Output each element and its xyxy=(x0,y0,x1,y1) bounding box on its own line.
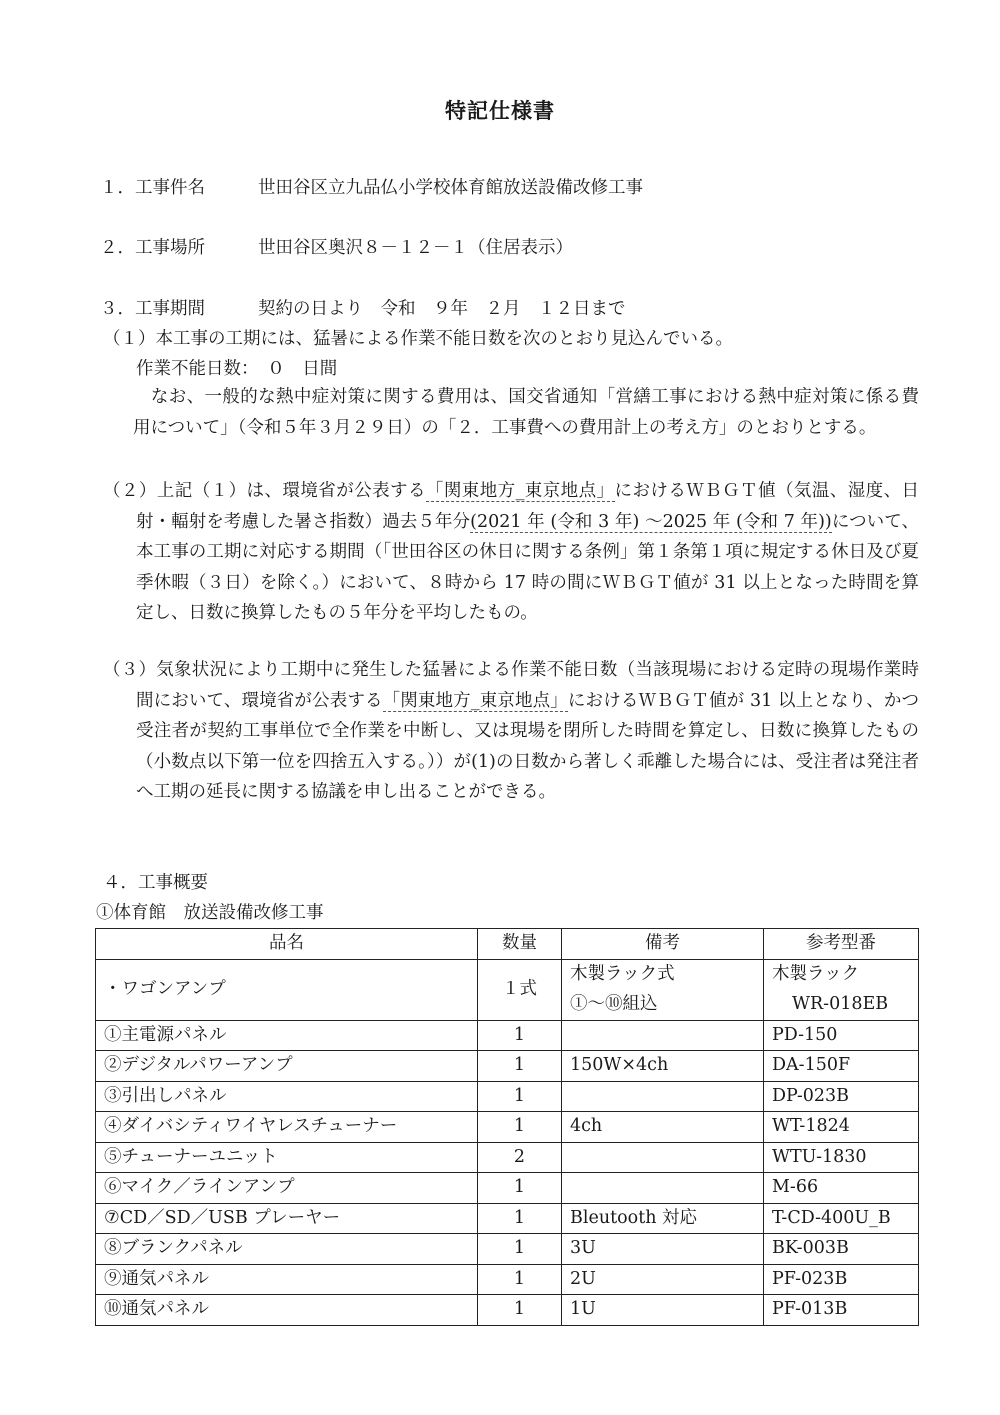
item-value: 世田谷区立九品仏小学校体育館放送設備改修工事 xyxy=(258,178,643,198)
cell-model: PD-150 xyxy=(764,1020,919,1051)
item-project-location xyxy=(100,236,573,260)
cell-qty: １式 xyxy=(478,959,562,1020)
cell-name: ⑨通気パネル xyxy=(96,1264,478,1295)
table-row xyxy=(96,1295,919,1326)
clause-prefix: （２） xyxy=(103,481,157,501)
table-row xyxy=(96,1051,919,1082)
wbgt-source-link: 「関東地方_東京地点」 xyxy=(382,690,568,711)
clause-2 xyxy=(103,476,919,629)
table-row xyxy=(96,1112,919,1143)
cell-model: DP-023B xyxy=(764,1081,919,1112)
cell-remark: 1U xyxy=(562,1295,764,1326)
cell-remark: 3U xyxy=(562,1234,764,1265)
period-range: (2021 年 (令和 3 年) ～2025 年 (令和 7 年)) xyxy=(470,511,832,532)
cell-model: PF-023B xyxy=(764,1264,919,1295)
cell-qty: 1 xyxy=(478,1081,562,1112)
cell-name: ⑥マイク／ラインアンプ xyxy=(96,1173,478,1204)
cell-remark: 150W×4ch xyxy=(562,1051,764,1082)
column-header-name: 品名 xyxy=(96,929,478,960)
cell-qty: 1 xyxy=(478,1051,562,1082)
section-4-heading: ４．工事概要 xyxy=(103,873,208,893)
clause-1-note: なお、一般的な熱中症対策に関する費用は、国交省通知「営繕工事における熱中症対策に係る費用について」（令和５年３月２９日）の「２．工事費への費用計上の考え方」のとおりとする。 xyxy=(133,387,919,438)
equipment-table xyxy=(95,928,919,1326)
column-header-remark: 備考 xyxy=(562,929,764,960)
cell-name: ②デジタルパワーアンプ xyxy=(96,1051,478,1082)
cell-qty: 1 xyxy=(478,1295,562,1326)
clause-3 xyxy=(103,655,919,808)
clause-text: 気象状況により工期中に発生した猛暑による作業不能日数（当該現場における定時の現場作業時間において、環境省が公表する xyxy=(136,660,919,711)
remark-line: ①～⑩組込 xyxy=(570,993,658,1014)
cell-model: BK-003B xyxy=(764,1234,919,1265)
column-header-qty: 数量 xyxy=(478,929,562,960)
cell-qty: 1 xyxy=(478,1264,562,1295)
table-row xyxy=(96,1173,919,1204)
cell-name: ③引出しパネル xyxy=(96,1081,478,1112)
cell-remark xyxy=(562,959,764,1020)
model-line: WR-018EB xyxy=(792,993,889,1014)
cell-name: ⑧ブランクパネル xyxy=(96,1234,478,1265)
clause-text: におけるＷＢＧＴ値が 31 以上となり、かつ受注者が契約工事単位で全作業を中断し、又は現場を閉所した時間を算定し、日数に換算したもの（小数点以下第一位を四捨五入する。））が(1)の日数から著しく乖離した場合には、受注者は発注者へ工期の延長に関する協議を申し出ることができる。 xyxy=(136,690,919,803)
cell-name: ⑦CD／SD／USB プレーヤー xyxy=(96,1203,478,1234)
table-row xyxy=(96,959,919,1020)
clause-1-heading: （１）本工事の工期には、猛暑による作業不能日数を次のとおり見込んでいる。 xyxy=(103,329,733,349)
cell-model: M-66 xyxy=(764,1173,919,1204)
cell-model: PF-013B xyxy=(764,1295,919,1326)
cell-remark xyxy=(562,1173,764,1204)
clause-prefix: （３） xyxy=(103,660,157,680)
cell-remark: 4ch xyxy=(562,1112,764,1143)
item-label: １．工事件名 xyxy=(100,178,205,198)
cell-name: ④ダイバシティワイヤレスチューナー xyxy=(96,1112,478,1143)
remark-line: 木製ラック式 xyxy=(570,964,675,984)
cell-model: WTU-1830 xyxy=(764,1142,919,1173)
cell-qty: 1 xyxy=(478,1234,562,1265)
cell-remark xyxy=(562,1081,764,1112)
cell-name: ⑤チューナーユニット xyxy=(96,1142,478,1173)
item-label: ３．工事期間 xyxy=(100,299,205,319)
cell-qty: 1 xyxy=(478,1112,562,1143)
cell-qty: 1 xyxy=(478,1020,562,1051)
table-row xyxy=(96,1142,919,1173)
document-title: 特記仕様書 xyxy=(445,99,555,123)
item-project-name xyxy=(100,176,643,200)
cell-remark: Bleutooth 対応 xyxy=(562,1203,764,1234)
clause-text: 上記（１）は、環境省が公表する xyxy=(156,481,426,501)
item-value: 契約の日より 令和 ９年 ２月 １２日まで xyxy=(258,299,626,319)
cell-name: ①主電源パネル xyxy=(96,1020,478,1051)
section-4-subheading: ①体育館 放送設備改修工事 xyxy=(96,903,324,923)
cell-qty: 2 xyxy=(478,1142,562,1173)
wbgt-source-link: 「関東地方_東京地点」 xyxy=(425,481,615,501)
cell-name: ・ワゴンアンプ xyxy=(96,959,478,1020)
cell-qty: 1 xyxy=(478,1173,562,1204)
table-row xyxy=(96,1081,919,1112)
cell-model: DA-150F xyxy=(764,1051,919,1082)
table-row xyxy=(96,1020,919,1051)
table-header-row xyxy=(96,929,919,960)
table-row xyxy=(96,1264,919,1295)
cell-remark xyxy=(562,1020,764,1051)
table-row xyxy=(96,1203,919,1234)
cell-remark xyxy=(562,1142,764,1173)
work-disability-days: 作業不能日数： ０ 日間 xyxy=(136,359,338,379)
clause-text: におけるＷＢＧＴ値（気温、湿度、日射・輻射を考慮した暑さ指数）過去５年分 xyxy=(136,481,920,532)
column-header-model: 参考型番 xyxy=(764,929,919,960)
item-label: ２．工事場所 xyxy=(100,238,205,258)
model-line: 木製ラック xyxy=(772,964,860,984)
item-value: 世田谷区奥沢８－１２－１（住居表示） xyxy=(258,238,573,258)
cell-model xyxy=(764,959,919,1020)
cell-model: WT-1824 xyxy=(764,1112,919,1143)
table-row xyxy=(96,1234,919,1265)
cell-qty: 1 xyxy=(478,1203,562,1234)
item-project-period xyxy=(100,297,626,321)
cell-model: T-CD-400U_B xyxy=(764,1203,919,1234)
cell-remark: 2U xyxy=(562,1264,764,1295)
cell-name: ⑩通気パネル xyxy=(96,1295,478,1326)
clause-text: について、本工事の工期に対応する期間（「世田谷区の休日に関する条例」第１条第１項に規定する休日及び夏季休暇（３日）を除く。）において、８時から 17 時の間にＷＢＧＴ値が 31 以上となった時間を算定し、日数に換算したもの５年分を平均したもの。 xyxy=(136,511,919,624)
